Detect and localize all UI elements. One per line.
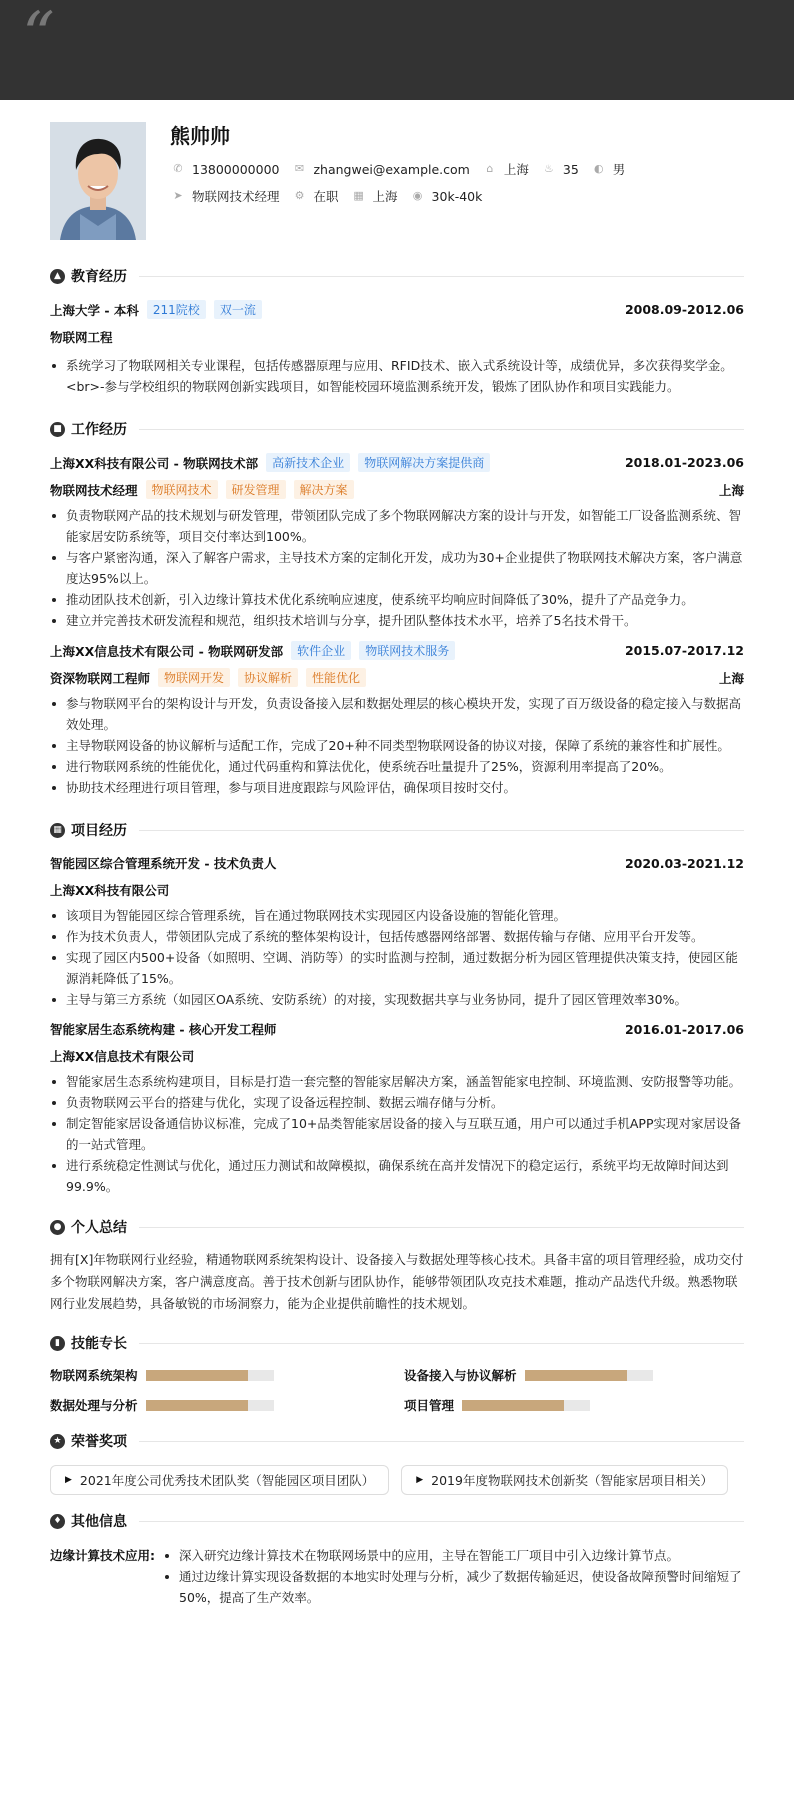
expect-city-info — [353, 187, 398, 205]
divider — [139, 276, 744, 277]
tag: 物联网开发 — [158, 668, 230, 687]
list-item: 与客户紧密沟通，深入了解客户需求，主导技术方案的定制化开发，成功为30+企业提供了物联网技术解决方案，客户满意度达95%以上。 — [50, 547, 744, 589]
bar-chart-icon: ▮ — [50, 1336, 65, 1351]
section-title: 个人总结 — [71, 1220, 127, 1236]
skill-bar — [525, 1370, 653, 1381]
section-title: 技能专长 — [71, 1336, 127, 1352]
date-range: 2008.09-2012.06 — [624, 302, 744, 317]
summary-section — [50, 1215, 744, 1315]
list-item: 推动团队技术创新，引入边缘计算技术优化系统响应速度，使系统平均响应时间降低了30%，提升了产品竞争力。 — [50, 589, 744, 610]
list-item: 主导物联网设备的协议解析与适配工作，完成了20+种不同类型物联网设备的协议对接，保障了系统的兼容性和扩展性。 — [50, 735, 744, 756]
major: 物联网工程 — [50, 330, 113, 345]
skill-bar-fill — [525, 1370, 627, 1381]
award-text: 2019年度物联网技术创新奖（智能家居项目相关） — [431, 1473, 713, 1488]
list-item: 进行物联网系统的性能优化，通过代码重构和算法优化，使系统吞吐量提升了25%，资源利用率提高了20%。 — [50, 756, 744, 777]
list-item: 深入研究边缘计算技术在物联网场景中的应用，主导在智能工厂项目中引入边缘计算节点。 — [163, 1545, 744, 1566]
position-info — [172, 187, 280, 205]
tag: 物联网解决方案提供商 — [358, 453, 490, 472]
gender-icon: ◐ — [593, 162, 604, 175]
company-name: 上海XX科技有限公司 - 物联网技术部 — [50, 455, 259, 471]
project-company: 上海XX信息技术有限公司 — [50, 1049, 195, 1064]
avatar — [50, 122, 146, 240]
status-text: 在职 — [313, 189, 339, 204]
list-item: 进行系统稳定性测试与优化，通过压力测试和故障模拟，确保系统在高并发情况下的稳定运行，系统平均无故障时间达到99.9%。 — [50, 1155, 744, 1197]
award-item — [401, 1465, 728, 1495]
list-item: 主导与第三方系统（如园区OA系统、安防系统）的对接，实现数据共享与业务协同，提升了园区管理效率30%。 — [50, 989, 744, 1010]
salary-text: 30k-40k — [431, 188, 483, 204]
award-item — [50, 1465, 389, 1495]
date-range: 2015.07-2017.12 — [624, 643, 744, 658]
divider — [139, 1521, 744, 1522]
tag: 物联网技术 — [146, 480, 218, 499]
company-name: 上海XX信息技术有限公司 - 物联网研发部 — [50, 643, 284, 659]
profile-header — [50, 100, 744, 268]
skill-name: 物联网系统架构 — [50, 1368, 138, 1383]
project-name: 智能园区综合管理系统开发 - 技术负责人 — [50, 856, 277, 871]
skill-item — [404, 1365, 744, 1385]
tag: 软件企业 — [291, 641, 351, 660]
city-info — [484, 160, 529, 178]
job-role: 资深物联网工程师 — [50, 670, 151, 686]
list-item: 作为技术负责人，带领团队完成了系统的整体架构设计，包括传感器网络部署、数据传输与存储、应用平台开发等。 — [50, 926, 744, 947]
email-info — [293, 162, 469, 177]
gender-info — [593, 160, 626, 178]
puzzle-icon: ♦ — [50, 1514, 65, 1529]
skill-item — [50, 1395, 404, 1415]
tag: 研发管理 — [226, 480, 286, 499]
skill-name: 项目管理 — [404, 1398, 455, 1413]
list-item: 通过边缘计算实现设备数据的本地实时处理与分析，减少了数据传输延迟，使设备故障预警时间缩短了50%，提高了生产效率。 — [163, 1566, 744, 1608]
job-role: 物联网技术经理 — [50, 482, 138, 498]
date-range: 2016.01-2017.06 — [624, 1021, 744, 1037]
skill-bar — [462, 1400, 590, 1411]
email-text: zhangwei@example.com — [313, 161, 470, 177]
job-location: 上海 — [718, 670, 744, 686]
triangle-right-icon: ▶ — [65, 1475, 72, 1485]
section-title: 工作经历 — [71, 422, 127, 438]
award-text: 2021年度公司优秀技术团队奖（智能园区项目团队） — [79, 1473, 375, 1488]
skills-section — [50, 1331, 744, 1415]
education-section — [50, 264, 744, 397]
list-item: 实现了园区内500+设备（如照明、空调、消防等）的实时监测与控制，通过数据分析为园区管理提供决策支持，使园区能源消耗降低了15%。 — [50, 947, 744, 989]
grid-icon: ▦ — [50, 823, 65, 838]
gender-text: 男 — [612, 162, 626, 177]
mail-icon: ✉ — [294, 162, 305, 175]
list-item: 制定智能家居设备通信协议标准，完成了10+品类智能家居设备的接入与互联互通，用户可以通过手机APP实现对家居设备的一站式管理。 — [50, 1113, 744, 1155]
skill-name: 数据处理与分析 — [50, 1398, 138, 1413]
section-title: 其他信息 — [71, 1514, 127, 1530]
tag: 211院校 — [147, 300, 206, 319]
project-company: 上海XX科技有限公司 — [50, 883, 170, 898]
list-item: 参与物联网平台的架构设计与开发，负责设备接入层和数据处理层的核心模块开发，实现了百万级设备的稳定接入与数据高效处理。 — [50, 693, 744, 735]
salary-info — [412, 189, 483, 204]
skill-bar-fill — [146, 1400, 248, 1411]
divider — [139, 1227, 744, 1228]
quote-mark-icon: “ — [22, 0, 49, 73]
list-item: 负责物联网云平台的搭建与优化，实现了设备远程控制、数据云端存储与分析。 — [50, 1092, 744, 1113]
coin-icon: ◉ — [412, 189, 423, 202]
date-range: 2018.01-2023.06 — [624, 455, 744, 470]
date-range: 2020.03-2021.12 — [624, 855, 744, 871]
cake-icon: ♨ — [543, 162, 554, 175]
user-icon: ● — [50, 1220, 65, 1235]
top-banner — [0, 0, 794, 100]
age-text: 35 — [562, 161, 579, 177]
building-icon: ▦ — [353, 189, 364, 202]
phone-icon: ✆ — [173, 162, 183, 175]
skill-item — [50, 1365, 404, 1385]
divider — [139, 1343, 744, 1344]
project-name: 智能家居生态系统构建 - 核心开发工程师 — [50, 1022, 277, 1037]
tag: 协议解析 — [238, 668, 298, 687]
work-section — [50, 417, 744, 798]
list-item: 协助技术经理进行项目管理，参与项目进度跟踪与风险评估，确保项目按时交付。 — [50, 777, 744, 798]
skill-bar — [146, 1400, 274, 1411]
divider — [139, 830, 744, 831]
graduation-cap-icon: ▲ — [50, 269, 65, 284]
divider — [139, 429, 744, 430]
send-icon: ➤ — [173, 189, 183, 202]
section-title: 教育经历 — [71, 269, 127, 285]
tag: 高新技术企业 — [266, 453, 350, 472]
list-item: 该项目为智能园区综合管理系统，旨在通过物联网技术实现园区内设备设施的智能化管理。 — [50, 905, 744, 926]
skill-name: 设备接入与协议解析 — [404, 1368, 517, 1383]
gear-icon: ⚙ — [294, 189, 305, 202]
other-section — [50, 1509, 744, 1608]
candidate-name: 熊帅帅 — [170, 124, 230, 148]
skill-item — [404, 1395, 744, 1415]
job-location: 上海 — [718, 482, 744, 498]
position-text: 物联网技术经理 — [192, 189, 280, 204]
list-item: 负责物联网产品的技术规划与研发管理，带领团队完成了多个物联网解决方案的设计与开发，如智能工厂设备监测系统、智能家居安防系统等，项目交付率达到100%。 — [50, 505, 744, 547]
skill-bar-fill — [146, 1370, 248, 1381]
skill-bar-fill — [462, 1400, 564, 1411]
phone-text: 13800000000 — [192, 161, 280, 177]
tag: 解决方案 — [294, 480, 354, 499]
city-text: 上海 — [503, 162, 529, 177]
status-info — [294, 187, 339, 205]
skill-bar — [146, 1370, 274, 1381]
home-icon: ⌂ — [486, 162, 494, 175]
section-title: 项目经历 — [71, 823, 127, 839]
expect-city-text: 上海 — [372, 189, 398, 204]
age-info — [543, 162, 579, 177]
divider — [139, 1441, 744, 1442]
briefcase-icon: ■ — [50, 422, 65, 437]
list-item: 建立并完善技术研发流程和规范，组织技术培训与分享，提升团队整体技术水平，培养了5名技术骨干。 — [50, 610, 744, 631]
list-item: 智能家居生态系统构建项目，目标是打造一套完整的智能家居解决方案，涵盖智能家电控制、环境监测、安防报警等功能。 — [50, 1071, 744, 1092]
tag: 性能优化 — [306, 668, 366, 687]
summary-text: 拥有[X]年物联网行业经验，精通物联网系统架构设计、设备接入与数据处理等核心技术。具备丰富的项目管理经验，成功交付多个物联网解决方案，客户满意度高。善于技术创新与团队协作，能够带领团队攻克技术难题，推动产品迭代升级。熟悉物联网行业发展趋势，具备敏锐的市场洞察力，能为企业提供前瞻性的技术规划。 — [50, 1252, 744, 1311]
tag: 物联网技术服务 — [359, 641, 455, 660]
section-title: 荣誉奖项 — [71, 1434, 127, 1450]
tag: 双一流 — [214, 300, 262, 319]
list-item: 系统学习了物联网相关专业课程，包括传感器原理与应用、RFID技术、嵌入式系统设计等，成绩优异，多次获得奖学金。<br>-参与学校组织的物联网创新实践项目，如智能校园环境监测系统开发，锻炼了团队协作和项目实践能力。 — [50, 355, 744, 397]
school-name: 上海大学 - 本科 — [50, 302, 139, 318]
projects-section — [50, 818, 744, 1197]
other-label: 边缘计算技术应用: — [50, 1548, 155, 1563]
awards-section — [50, 1429, 744, 1495]
phone-info — [172, 162, 279, 177]
medal-icon: ★ — [50, 1434, 65, 1449]
triangle-right-icon: ▶ — [416, 1475, 424, 1485]
